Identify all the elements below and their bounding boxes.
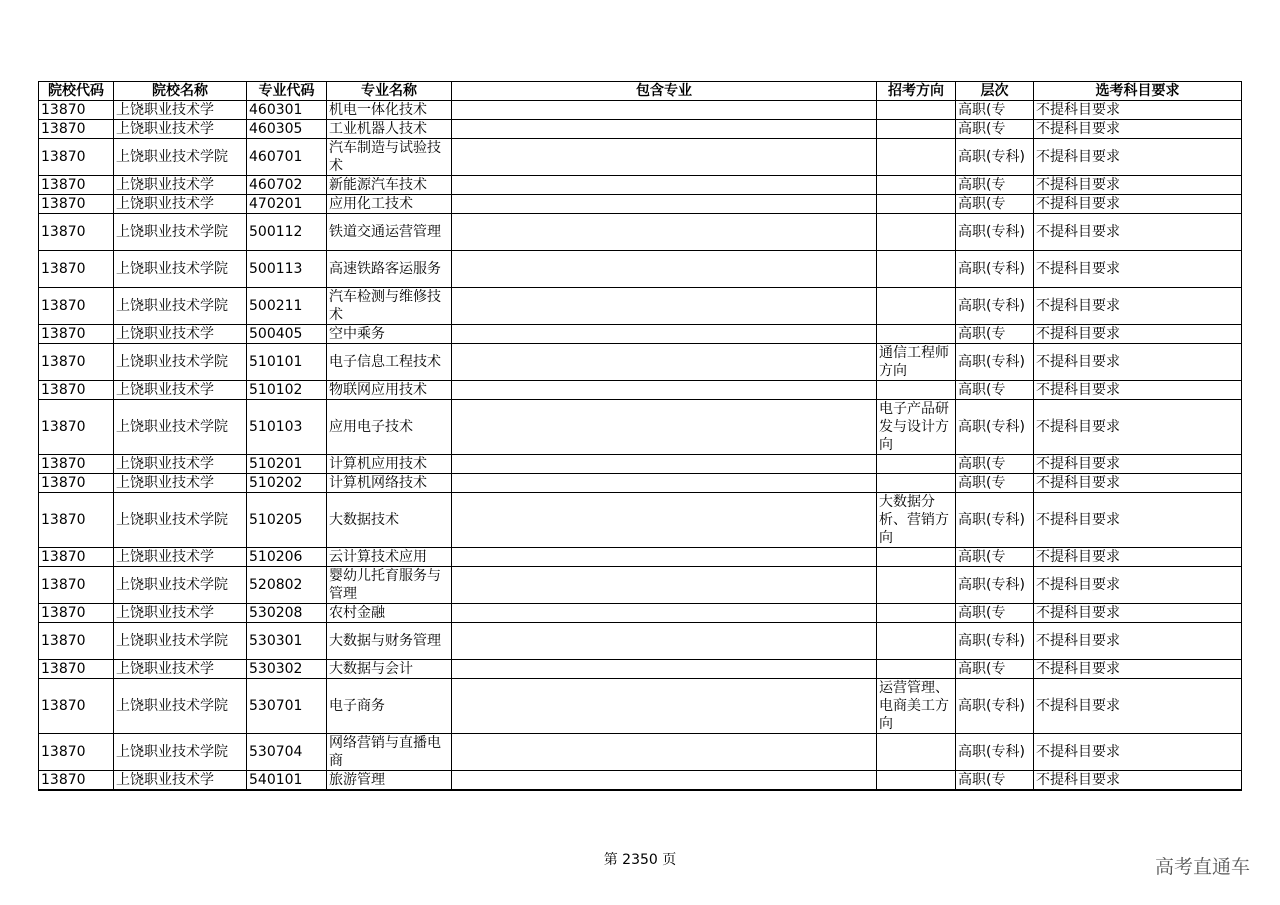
level-cell: 高职(专科) <box>956 139 1034 176</box>
school-code-cell: 13870 <box>39 400 114 455</box>
school-code-cell: 13870 <box>39 139 114 176</box>
school-code-cell: 13870 <box>39 455 114 474</box>
direction-cell: 通信工程师方向 <box>877 344 956 381</box>
table-row <box>39 176 1242 195</box>
school-name-cell: 上饶职业技术学 <box>114 548 247 567</box>
major-name-cell: 农村金融 <box>327 604 452 623</box>
direction-cell <box>877 288 956 325</box>
table-row <box>39 101 1242 120</box>
subject-requirement-cell: 不提科目要求 <box>1034 734 1242 771</box>
subject-requirement-cell: 不提科目要求 <box>1034 771 1242 791</box>
included-majors-cell <box>452 325 877 344</box>
included-majors-cell <box>452 176 877 195</box>
major-code-cell: 500113 <box>247 251 327 288</box>
subject-requirement-cell: 不提科目要求 <box>1034 139 1242 176</box>
subject-requirement-cell: 不提科目要求 <box>1034 251 1242 288</box>
included-majors-cell <box>452 139 877 176</box>
header-school-name: 院校名称 <box>114 82 247 101</box>
major-code-cell: 460702 <box>247 176 327 195</box>
subject-requirement-cell: 不提科目要求 <box>1034 381 1242 400</box>
page-number: 第 2350 页 <box>603 852 677 868</box>
direction-cell <box>877 623 956 660</box>
school-name-cell: 上饶职业技术学院 <box>114 567 247 604</box>
major-code-cell: 510206 <box>247 548 327 567</box>
header-school-code: 院校代码 <box>39 82 114 101</box>
major-code-cell: 470201 <box>247 195 327 214</box>
major-code-cell: 500405 <box>247 325 327 344</box>
level-cell: 高职(专 <box>956 120 1034 139</box>
subject-requirement-cell: 不提科目要求 <box>1034 623 1242 660</box>
major-code-cell: 500211 <box>247 288 327 325</box>
school-code-cell: 13870 <box>39 325 114 344</box>
major-name-cell: 旅游管理 <box>327 771 452 791</box>
table-row <box>39 195 1242 214</box>
major-name-cell: 汽车制造与试验技术 <box>327 139 452 176</box>
major-name-cell: 大数据与会计 <box>327 660 452 679</box>
table-row <box>39 214 1242 251</box>
direction-cell <box>877 734 956 771</box>
direction-cell <box>877 660 956 679</box>
school-name-cell: 上饶职业技术学 <box>114 325 247 344</box>
major-name-cell: 计算机网络技术 <box>327 474 452 493</box>
school-name-cell: 上饶职业技术学 <box>114 455 247 474</box>
major-name-cell: 铁道交通运营管理 <box>327 214 452 251</box>
school-name-cell: 上饶职业技术学院 <box>114 623 247 660</box>
table-row <box>39 660 1242 679</box>
school-name-cell: 上饶职业技术学院 <box>114 214 247 251</box>
direction-cell <box>877 325 956 344</box>
subject-requirement-cell: 不提科目要求 <box>1034 344 1242 381</box>
level-cell: 高职(专 <box>956 660 1034 679</box>
table-row <box>39 120 1242 139</box>
school-name-cell: 上饶职业技术学院 <box>114 288 247 325</box>
table-row <box>39 251 1242 288</box>
direction-cell <box>877 176 956 195</box>
table-row <box>39 734 1242 771</box>
major-code-cell: 530302 <box>247 660 327 679</box>
included-majors-cell <box>452 660 877 679</box>
subject-requirement-cell: 不提科目要求 <box>1034 567 1242 604</box>
school-name-cell: 上饶职业技术学 <box>114 604 247 623</box>
table-row <box>39 567 1242 604</box>
table-row <box>39 474 1242 493</box>
major-name-cell: 新能源汽车技术 <box>327 176 452 195</box>
included-majors-cell <box>452 455 877 474</box>
subject-requirement-cell: 不提科目要求 <box>1034 288 1242 325</box>
school-code-cell: 13870 <box>39 195 114 214</box>
level-cell: 高职(专科) <box>956 251 1034 288</box>
direction-cell <box>877 251 956 288</box>
table-row <box>39 679 1242 734</box>
included-majors-cell <box>452 493 877 548</box>
major-code-cell: 530704 <box>247 734 327 771</box>
subject-requirement-cell: 不提科目要求 <box>1034 101 1242 120</box>
included-majors-cell <box>452 120 877 139</box>
included-majors-cell <box>452 474 877 493</box>
school-name-cell: 上饶职业技术学院 <box>114 493 247 548</box>
direction-cell <box>877 548 956 567</box>
school-name-cell: 上饶职业技术学院 <box>114 734 247 771</box>
direction-cell <box>877 139 956 176</box>
school-name-cell: 上饶职业技术学 <box>114 660 247 679</box>
major-name-cell: 机电一体化技术 <box>327 101 452 120</box>
included-majors-cell <box>452 381 877 400</box>
subject-requirement-cell: 不提科目要求 <box>1034 493 1242 548</box>
school-code-cell: 13870 <box>39 474 114 493</box>
major-code-cell: 540101 <box>247 771 327 791</box>
subject-requirement-cell: 不提科目要求 <box>1034 176 1242 195</box>
school-code-cell: 13870 <box>39 623 114 660</box>
header-major-code: 专业代码 <box>247 82 327 101</box>
included-majors-cell <box>452 101 877 120</box>
header-direction: 招考方向 <box>877 82 956 101</box>
level-cell: 高职(专 <box>956 195 1034 214</box>
table-row <box>39 139 1242 176</box>
school-code-cell: 13870 <box>39 381 114 400</box>
header-row <box>39 82 1242 101</box>
school-code-cell: 13870 <box>39 734 114 771</box>
major-name-cell: 计算机应用技术 <box>327 455 452 474</box>
table-row <box>39 604 1242 623</box>
school-code-cell: 13870 <box>39 548 114 567</box>
school-code-cell: 13870 <box>39 679 114 734</box>
header-included-majors: 包含专业 <box>452 82 877 101</box>
subject-requirement-cell: 不提科目要求 <box>1034 548 1242 567</box>
direction-cell: 运营管理、电商美工方向 <box>877 679 956 734</box>
school-name-cell: 上饶职业技术学 <box>114 771 247 791</box>
major-name-cell: 汽车检测与维修技术 <box>327 288 452 325</box>
level-cell: 高职(专科) <box>956 344 1034 381</box>
school-name-cell: 上饶职业技术学院 <box>114 251 247 288</box>
subject-requirement-cell: 不提科目要求 <box>1034 400 1242 455</box>
major-code-cell: 510102 <box>247 381 327 400</box>
school-code-cell: 13870 <box>39 101 114 120</box>
school-code-cell: 13870 <box>39 288 114 325</box>
level-cell: 高职(专 <box>956 381 1034 400</box>
table-row <box>39 548 1242 567</box>
level-cell: 高职(专科) <box>956 734 1034 771</box>
school-name-cell: 上饶职业技术学 <box>114 195 247 214</box>
level-cell: 高职(专科) <box>956 567 1034 604</box>
major-code-cell: 460301 <box>247 101 327 120</box>
included-majors-cell <box>452 734 877 771</box>
subject-requirement-cell: 不提科目要求 <box>1034 214 1242 251</box>
brand-watermark: 高考直通车 <box>1154 856 1250 878</box>
major-name-cell: 网络营销与直播电商 <box>327 734 452 771</box>
school-code-cell: 13870 <box>39 214 114 251</box>
direction-cell <box>877 214 956 251</box>
included-majors-cell <box>452 214 877 251</box>
school-name-cell: 上饶职业技术学 <box>114 474 247 493</box>
school-name-cell: 上饶职业技术学院 <box>114 679 247 734</box>
major-code-cell: 520802 <box>247 567 327 604</box>
included-majors-cell <box>452 400 877 455</box>
table-row <box>39 344 1242 381</box>
header-subject-requirement: 选考科目要求 <box>1034 82 1242 101</box>
major-name-cell: 婴幼儿托育服务与管理 <box>327 567 452 604</box>
major-code-cell: 530208 <box>247 604 327 623</box>
direction-cell: 大数据分析、营销方向 <box>877 493 956 548</box>
header-major-name: 专业名称 <box>327 82 452 101</box>
level-cell: 高职(专 <box>956 455 1034 474</box>
direction-cell <box>877 381 956 400</box>
level-cell: 高职(专 <box>956 548 1034 567</box>
major-name-cell: 大数据与财务管理 <box>327 623 452 660</box>
direction-cell: 电子产品研发与设计方向 <box>877 400 956 455</box>
school-name-cell: 上饶职业技术学 <box>114 381 247 400</box>
school-code-cell: 13870 <box>39 771 114 791</box>
direction-cell <box>877 101 956 120</box>
school-code-cell: 13870 <box>39 567 114 604</box>
school-name-cell: 上饶职业技术学 <box>114 120 247 139</box>
major-name-cell: 应用化工技术 <box>327 195 452 214</box>
subject-requirement-cell: 不提科目要求 <box>1034 660 1242 679</box>
major-code-cell: 500112 <box>247 214 327 251</box>
included-majors-cell <box>452 251 877 288</box>
table-row <box>39 288 1242 325</box>
major-name-cell: 工业机器人技术 <box>327 120 452 139</box>
direction-cell <box>877 604 956 623</box>
major-name-cell: 大数据技术 <box>327 493 452 548</box>
enrollment-table <box>38 81 1242 791</box>
subject-requirement-cell: 不提科目要求 <box>1034 474 1242 493</box>
subject-requirement-cell: 不提科目要求 <box>1034 120 1242 139</box>
subject-requirement-cell: 不提科目要求 <box>1034 195 1242 214</box>
school-code-cell: 13870 <box>39 176 114 195</box>
major-name-cell: 物联网应用技术 <box>327 381 452 400</box>
level-cell: 高职(专 <box>956 474 1034 493</box>
included-majors-cell <box>452 548 877 567</box>
header-level: 层次 <box>956 82 1034 101</box>
school-code-cell: 13870 <box>39 120 114 139</box>
school-name-cell: 上饶职业技术学院 <box>114 344 247 381</box>
direction-cell <box>877 195 956 214</box>
level-cell: 高职(专科) <box>956 400 1034 455</box>
level-cell: 高职(专 <box>956 176 1034 195</box>
included-majors-cell <box>452 771 877 791</box>
major-code-cell: 510201 <box>247 455 327 474</box>
subject-requirement-cell: 不提科目要求 <box>1034 679 1242 734</box>
included-majors-cell <box>452 679 877 734</box>
direction-cell <box>877 771 956 791</box>
major-code-cell: 510202 <box>247 474 327 493</box>
level-cell: 高职(专科) <box>956 288 1034 325</box>
school-name-cell: 上饶职业技术学 <box>114 101 247 120</box>
school-code-cell: 13870 <box>39 604 114 623</box>
major-name-cell: 空中乘务 <box>327 325 452 344</box>
major-name-cell: 高速铁路客运服务 <box>327 251 452 288</box>
level-cell: 高职(专科) <box>956 493 1034 548</box>
included-majors-cell <box>452 604 877 623</box>
table-row <box>39 381 1242 400</box>
subject-requirement-cell: 不提科目要求 <box>1034 325 1242 344</box>
school-name-cell: 上饶职业技术学院 <box>114 400 247 455</box>
included-majors-cell <box>452 195 877 214</box>
level-cell: 高职(专 <box>956 101 1034 120</box>
school-code-cell: 13870 <box>39 251 114 288</box>
school-code-cell: 13870 <box>39 660 114 679</box>
major-code-cell: 460305 <box>247 120 327 139</box>
level-cell: 高职(专科) <box>956 679 1034 734</box>
table-row <box>39 325 1242 344</box>
major-name-cell: 云计算技术应用 <box>327 548 452 567</box>
included-majors-cell <box>452 567 877 604</box>
table-row <box>39 493 1242 548</box>
level-cell: 高职(专科) <box>956 214 1034 251</box>
direction-cell <box>877 567 956 604</box>
level-cell: 高职(专 <box>956 771 1034 791</box>
level-cell: 高职(专 <box>956 604 1034 623</box>
major-code-cell: 460701 <box>247 139 327 176</box>
major-code-cell: 510101 <box>247 344 327 381</box>
school-code-cell: 13870 <box>39 344 114 381</box>
major-code-cell: 510205 <box>247 493 327 548</box>
table-row <box>39 455 1242 474</box>
school-name-cell: 上饶职业技术学 <box>114 176 247 195</box>
direction-cell <box>877 474 956 493</box>
included-majors-cell <box>452 623 877 660</box>
table-body <box>39 101 1242 791</box>
major-code-cell: 530301 <box>247 623 327 660</box>
table-row <box>39 771 1242 791</box>
major-code-cell: 530701 <box>247 679 327 734</box>
subject-requirement-cell: 不提科目要求 <box>1034 455 1242 474</box>
direction-cell <box>877 455 956 474</box>
major-code-cell: 510103 <box>247 400 327 455</box>
major-name-cell: 电子商务 <box>327 679 452 734</box>
school-name-cell: 上饶职业技术学院 <box>114 139 247 176</box>
subject-requirement-cell: 不提科目要求 <box>1034 604 1242 623</box>
table-row <box>39 623 1242 660</box>
included-majors-cell <box>452 288 877 325</box>
major-name-cell: 应用电子技术 <box>327 400 452 455</box>
level-cell: 高职(专科) <box>956 623 1034 660</box>
table-row <box>39 400 1242 455</box>
direction-cell <box>877 120 956 139</box>
school-code-cell: 13870 <box>39 493 114 548</box>
included-majors-cell <box>452 344 877 381</box>
major-name-cell: 电子信息工程技术 <box>327 344 452 381</box>
level-cell: 高职(专 <box>956 325 1034 344</box>
